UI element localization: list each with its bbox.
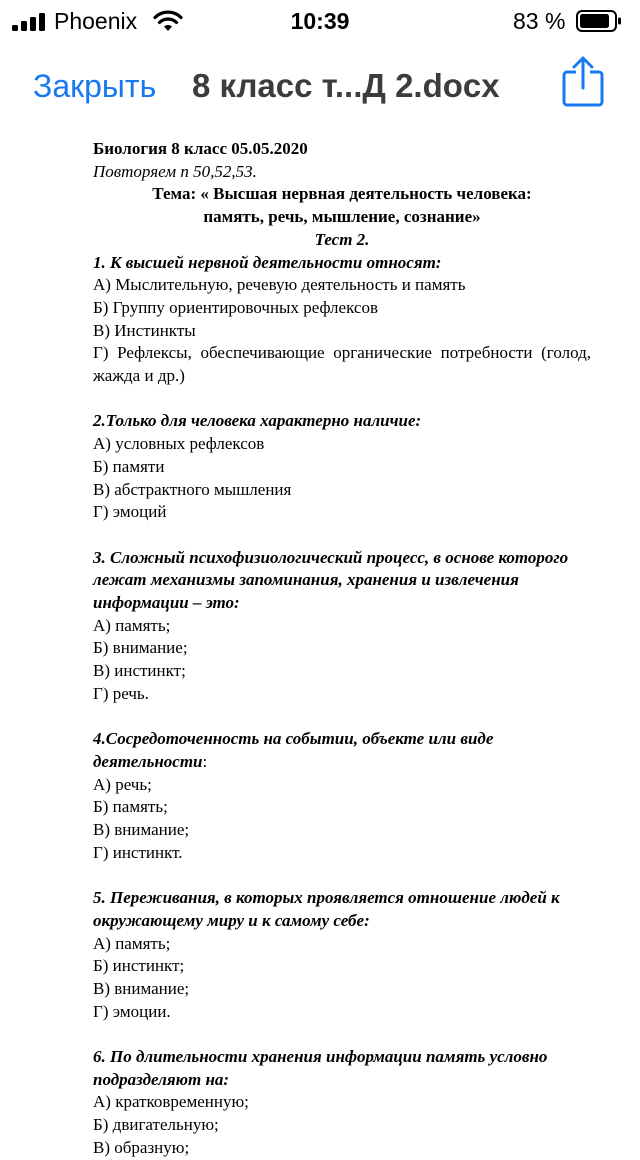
question-text: 6. По длительности хранения информации память условно подразделяют на: bbox=[93, 1047, 548, 1089]
repeat-note: Повторяем п 50,52,53. bbox=[93, 161, 257, 181]
answer-option: Б) инстинкт; bbox=[93, 956, 185, 976]
question-1 bbox=[93, 252, 591, 388]
status-time: 10:39 bbox=[290, 8, 350, 34]
answer-option: Б) памяти bbox=[93, 456, 165, 476]
answer-option: Б) двигательную; bbox=[93, 1115, 219, 1135]
answer-option: В) абстрактного мышления bbox=[93, 479, 292, 499]
answer-option: А) память; bbox=[93, 615, 171, 635]
answer-option: А) Мыслительную, речевую деятельность и память bbox=[93, 275, 466, 295]
answer-option: Г) Рефлексы, обеспечивающие органические потребности (голод, жажда и др.) bbox=[93, 343, 591, 386]
answer-option: Б) память; bbox=[93, 797, 168, 817]
question-3 bbox=[93, 547, 591, 706]
question-5 bbox=[93, 887, 591, 1023]
answer-option: В) инстинкт; bbox=[93, 661, 186, 681]
answer-option: В) внимание; bbox=[93, 820, 190, 840]
doc-header: Биология 8 класс 05.05.2020 bbox=[93, 139, 308, 158]
answer-option: В) образную; bbox=[93, 1137, 190, 1157]
answer-option: Б) Группу ориентировочных рефлексов bbox=[93, 297, 378, 317]
answer-option: Г) речь. bbox=[93, 683, 149, 703]
topic-line-1: Тема: « Высшая нервная деятельность человека: bbox=[152, 184, 532, 204]
question-text: 2.Только для человека характерно наличие: bbox=[93, 411, 422, 431]
answer-option: Г) инстинкт. bbox=[93, 842, 183, 862]
answer-option: А) кратковременную; bbox=[93, 1092, 249, 1112]
answer-option: А) память; bbox=[93, 933, 171, 953]
question-text-suffix: : bbox=[202, 751, 208, 771]
carrier-name: Phoenix bbox=[54, 8, 138, 34]
question-text: 1. К высшей нервной деятельности относят: bbox=[93, 252, 442, 272]
battery-icon bbox=[576, 10, 622, 32]
question-6 bbox=[93, 1046, 591, 1160]
battery-percentage: 83 % bbox=[513, 8, 566, 34]
answer-option: Г) эмоции. bbox=[93, 1001, 171, 1021]
share-icon[interactable] bbox=[561, 56, 605, 108]
question-text: 4.Сосредоточенность на событии, объекте или виде деятельности bbox=[93, 729, 494, 771]
close-button[interactable]: Закрыть bbox=[33, 68, 157, 104]
nav-bar bbox=[0, 42, 640, 130]
answer-option: В) Инстинкты bbox=[93, 320, 196, 340]
answer-option: Б) внимание; bbox=[93, 638, 188, 658]
answer-option: А) условных рефлексов bbox=[93, 434, 265, 454]
topic-line-2: память, речь, мышление, сознание» bbox=[203, 207, 481, 227]
question-text: 5. Переживания, в которых проявляется отношение людей к окружающему миру и к самому себе: bbox=[93, 888, 560, 930]
answer-option: А) речь; bbox=[93, 774, 152, 794]
document-body bbox=[93, 138, 591, 1160]
test-label: Тест 2. bbox=[314, 229, 370, 249]
document-title: 8 класс т...Д 2.docx bbox=[192, 67, 500, 104]
answer-option: В) внимание; bbox=[93, 978, 190, 998]
question-text: 3. Сложный психофизиологический процесс, в основе которого лежат механизмы запоминания, хранения и извлечения информации – это: bbox=[93, 547, 569, 613]
question-2 bbox=[93, 410, 591, 524]
answer-option: Г) эмоций bbox=[93, 502, 167, 522]
status-bar bbox=[0, 0, 640, 42]
question-text-line bbox=[93, 728, 591, 773]
question-4 bbox=[93, 728, 591, 864]
